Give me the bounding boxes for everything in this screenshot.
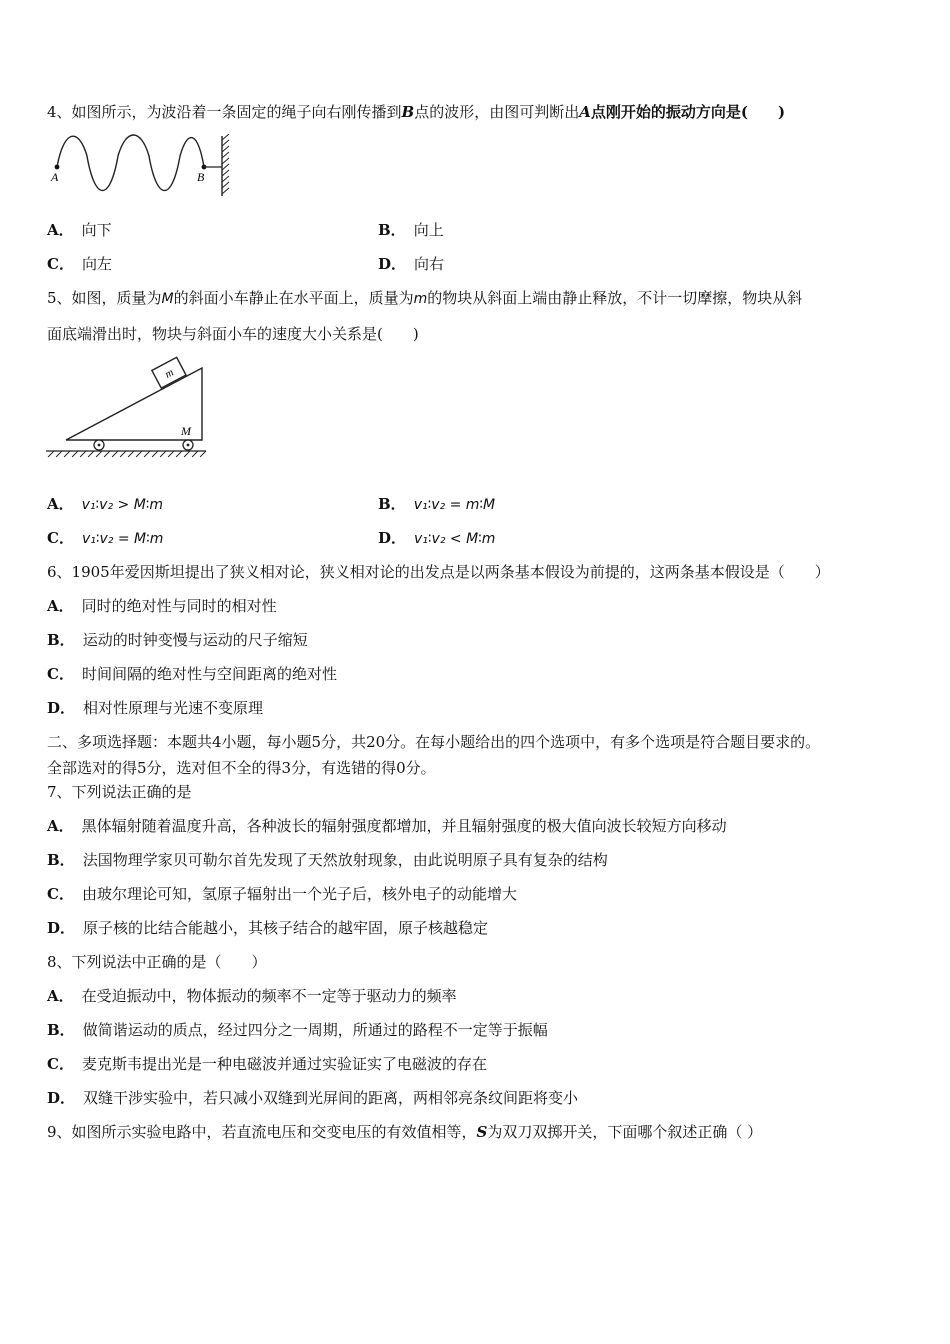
q6-option-d: D． 相对性原理与光速不变原理	[47, 699, 264, 717]
point-a-dot	[55, 165, 60, 170]
wave-curve	[57, 135, 204, 191]
q5-option-d: D． v₁∶v₂ < M∶m	[378, 529, 496, 547]
q5-option-c: C． v₁∶v₂ = M∶m	[47, 529, 164, 547]
q4-blank: )	[748, 103, 786, 121]
q4-stem-post: 点刚开始的振动方向是(	[590, 103, 748, 121]
incline-figure	[44, 356, 210, 462]
q4-stem-mid: 点的波形，由图可判断出	[414, 103, 580, 121]
q4-stem-pre: 4、如图所示，为波沿着一条固定的绳子向右刚传播到	[47, 103, 402, 121]
ground-hatching	[48, 451, 206, 457]
wave-figure	[44, 134, 244, 202]
q7-option-c: C． 由玻尔理论可知，氢原子辐射出一个光子后，核外电子的动能增大	[47, 885, 517, 903]
wave-label-b: B	[197, 170, 205, 184]
q7-option-b: B． 法国物理学家贝可勒尔首先发现了天然放射现象，由此说明原子具有复杂的结构	[47, 851, 608, 869]
wheel-left-hub	[98, 444, 101, 447]
q8-option-d: D． 双缝干涉实验中，若只减小双缝到光屏间的距离，两相邻亮条纹间距将变小	[47, 1089, 579, 1107]
q4-stem	[47, 102, 785, 122]
q8-stem: 8、下列说法中正确的是（ ）	[47, 953, 267, 971]
q6-option-a: A． 同时的绝对性与同时的相对性	[47, 597, 277, 615]
q7-stem: 7、下列说法正确的是	[47, 783, 192, 801]
q6-stem: 6、1905年爱因斯坦提出了狭义相对论，狭义相对论的出发点是以两条基本假设为前提的，这两条基本假设是（ ）	[47, 563, 830, 581]
q5-mass-small: m	[413, 291, 428, 307]
block-label-m: m	[163, 366, 176, 381]
q6-option-c: C． 时间间隔的绝对性与空间距离的绝对性	[47, 665, 337, 683]
q8-option-a: A． 在受迫振动中，物体振动的频率不一定等于驱动力的频率	[47, 987, 457, 1005]
q5-stem-line2: 面底端滑出时，物块与斜面小车的速度大小关系是( )	[47, 325, 419, 343]
q4-option-c: C． 向左	[47, 255, 112, 273]
q5-mass-big: M	[161, 291, 174, 307]
q7-option-a: A． 黑体辐射随着温度升高，各种波长的辐射强度都增加，并且辐射强度的极大值向波长较短方向移动	[47, 817, 727, 835]
q5-option-a: A． v₁∶v₂ > M∶m	[47, 495, 164, 513]
section2-line2: 全部选对的得5分，选对但不全的得3分，有选错的得0分。	[47, 759, 436, 777]
q6-option-b: B． 运动的时钟变慢与运动的尺子缩短	[47, 631, 308, 649]
q4-point-a: A	[579, 103, 591, 121]
section2-line1: 二、多项选择题：本题共4小题，每小题5分，共20分。在每小题给出的四个选项中，有多个选项是符合题目要求的。	[47, 733, 821, 751]
q9-stem: 9、如图所示实验电路中，若直流电压和交变电压的有效值相等，S为双刀双掷开关，下面哪个叙述正确（ ）	[47, 1123, 763, 1141]
cart-label-m: M	[181, 424, 191, 438]
wall-hatching	[222, 134, 229, 194]
block-m	[152, 357, 186, 388]
q5-stem-line1: 5、如图，质量为M的斜面小车静止在水平面上，质量为m的物块从斜面上端由静止释放，不计一切摩擦，物块从斜	[47, 289, 803, 307]
q8-option-b: B． 做简谐运动的质点，经过四分之一周期，所通过的路程不一定等于振幅	[47, 1021, 548, 1039]
q7-option-d: D． 原子核的比结合能越小，其核子结合的越牢固，原子核越稳定	[47, 919, 489, 937]
q9-switch-s: S	[476, 1123, 488, 1141]
wave-label-a: A	[51, 170, 59, 184]
q5-option-b: B． v₁∶v₂ = m∶M	[378, 495, 496, 513]
q4-option-a: A． 向下	[47, 221, 112, 239]
wheel-right-hub	[187, 444, 190, 447]
q4-point-b: B	[401, 103, 415, 121]
q4-option-d: D． 向右	[378, 255, 445, 273]
q4-option-b: B． 向上	[378, 221, 444, 239]
q8-option-c: C． 麦克斯韦提出光是一种电磁波并通过实验证实了电磁波的存在	[47, 1055, 487, 1073]
